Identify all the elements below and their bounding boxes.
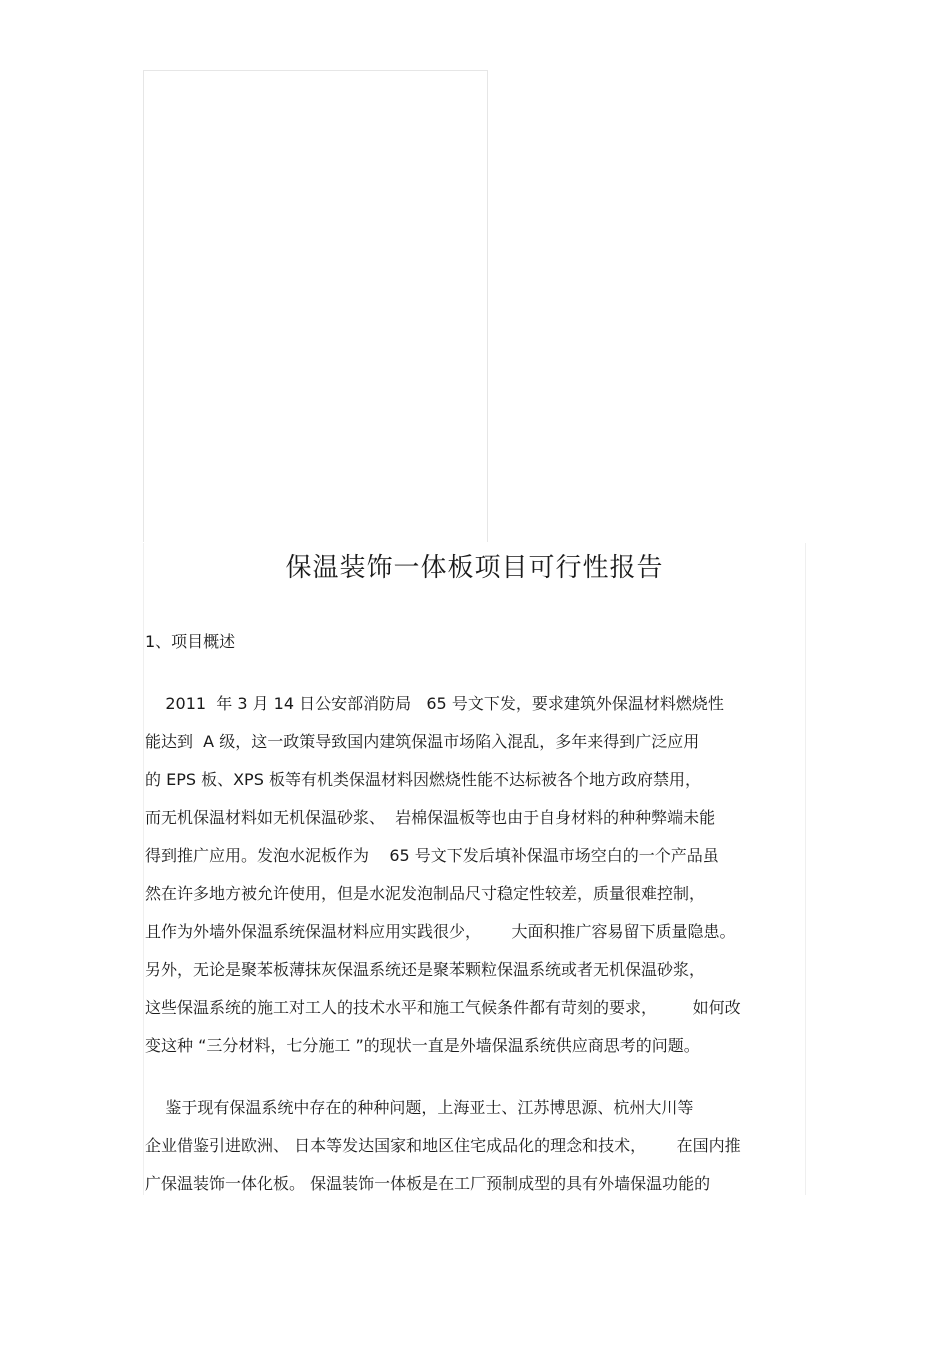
paragraph-line: 且作为外墙外保温系统保温材料应用实践很少， 大面积推广容易留下质量隐患。 <box>145 922 736 941</box>
paragraph-line: 企业借鉴引进欧洲、 日本等发达国家和地区住宅成品化的理念和技术， 在国内推 <box>145 1136 741 1155</box>
paragraph-line: 得到推广应用。发泡水泥板作为 65 号文下发后填补保温市场空白的一个产品虽 <box>145 846 719 865</box>
blank-image-frame <box>143 70 488 542</box>
paragraph-line: 然在许多地方被允许使用，但是水泥发泡制品尺寸稳定性较差，质量很难控制， <box>145 884 706 903</box>
paragraph-line: 的 EPS 板、XPS 板等有机类保温材料因燃烧性能不达标被各个地方政府禁用， <box>145 770 701 789</box>
paragraph-line: 变这种 “三分材料，七分施工 ”的现状一直是外墙保温系统供应商思考的问题。 <box>145 1036 700 1055</box>
paragraph-line: 这些保温系统的施工对工人的技术水平和施工气候条件都有苛刻的要求， 如何改 <box>145 998 741 1017</box>
section-heading: 1、项目概述 <box>145 632 236 651</box>
document-title: 保温装饰一体板项目可行性报告 <box>285 553 664 583</box>
paragraph-line: 而无机保温材料如无机保温砂浆、 岩棉保温板等也由于自身材料的种种弊端未能 <box>145 808 716 827</box>
paragraph-line: 能达到 A 级，这一政策导致国内建筑保温市场陷入混乱，多年来得到广泛应用 <box>145 732 700 751</box>
paragraph-line: 鉴于现有保温系统中存在的种种问题，上海亚士、江苏博思源、杭州大川等 <box>145 1098 694 1117</box>
paragraph-line: 2011 年 3 月 14 日公安部消防局 65 号文下发，要求建筑外保温材料燃烧性 <box>145 694 724 713</box>
paragraph-line: 另外，无论是聚苯板薄抹灰保温系统还是聚苯颗粒保温系统或者无机保温砂浆， <box>145 960 706 979</box>
paragraph-line: 广保温装饰一体化板。 保温装饰一体板是在工厂预制成型的具有外墙保温功能的 <box>145 1174 711 1193</box>
